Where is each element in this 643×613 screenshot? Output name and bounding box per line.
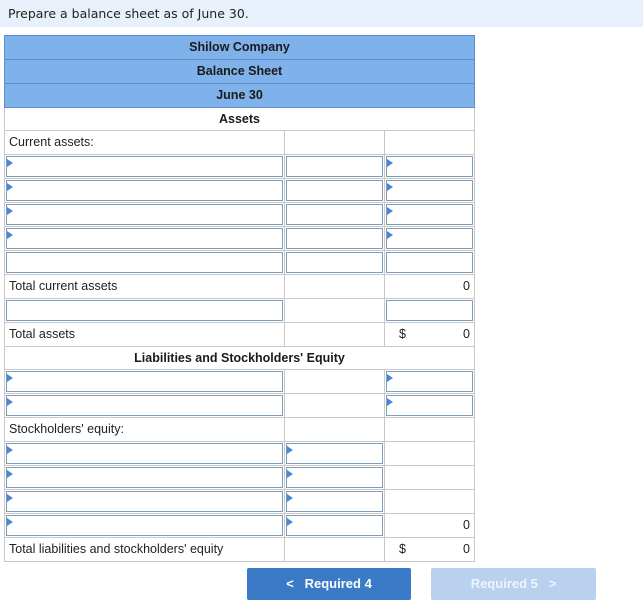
asset-account-input[interactable] <box>6 252 283 273</box>
asset-entry-row <box>4 227 475 251</box>
other-asset-amount-input[interactable] <box>386 300 473 321</box>
asset-total-select[interactable] <box>386 228 473 249</box>
asset-amount-input[interactable] <box>286 204 383 225</box>
total-liabilities-equity-value: 0 <box>463 542 470 556</box>
equity-entry-row <box>4 466 475 490</box>
asset-account-select[interactable] <box>6 204 283 225</box>
total-liabilities-equity-row <box>4 538 475 562</box>
next-required-button[interactable] <box>431 568 596 600</box>
total-liabilities-equity-label: Total liabilities and stockholders' equity <box>5 538 285 561</box>
liability-account-select[interactable] <box>6 395 283 416</box>
total-assets-row <box>4 323 475 347</box>
empty-cell <box>385 131 475 154</box>
liability-amount-select[interactable] <box>386 371 473 392</box>
assets-heading: Assets <box>4 108 475 131</box>
equity-amount-select[interactable] <box>286 515 383 536</box>
other-asset-row <box>4 299 475 323</box>
total-current-assets-value: 0 <box>385 275 475 298</box>
asset-total-input[interactable] <box>386 252 473 273</box>
liabilities-equity-heading: Liabilities and Stockholders' Equity <box>4 347 475 370</box>
equity-total-value: 0 <box>385 514 475 537</box>
company-name: Shilow Company <box>4 35 475 59</box>
liability-amount-select[interactable] <box>386 395 473 416</box>
asset-entry-row <box>4 155 475 179</box>
empty-cell <box>285 323 385 346</box>
liability-entry-row <box>4 394 475 418</box>
equity-account-select[interactable] <box>6 491 283 512</box>
equity-amount-select[interactable] <box>286 467 383 488</box>
asset-amount-input[interactable] <box>286 228 383 249</box>
empty-cell <box>385 490 475 513</box>
total-assets-value: 0 <box>463 327 470 341</box>
asset-entry-row <box>4 203 475 227</box>
empty-cell <box>285 275 385 298</box>
empty-cell <box>285 370 385 393</box>
asset-amount-input[interactable] <box>286 156 383 177</box>
stockholders-equity-row <box>4 418 475 442</box>
asset-account-select[interactable] <box>6 156 283 177</box>
equity-entry-row <box>4 514 475 538</box>
chevron-left-icon: < <box>286 576 294 591</box>
equity-account-select[interactable] <box>6 467 283 488</box>
balance-sheet <box>4 35 475 562</box>
total-liabilities-equity-cell <box>385 538 475 561</box>
asset-entry-row <box>4 251 475 275</box>
equity-entry-row <box>4 442 475 466</box>
asset-account-select[interactable] <box>6 180 283 201</box>
dollar-sign: $ <box>399 327 406 341</box>
current-assets-row <box>4 131 475 155</box>
liability-entry-row <box>4 370 475 394</box>
empty-cell <box>285 131 385 154</box>
asset-amount-input[interactable] <box>286 252 383 273</box>
equity-account-select[interactable] <box>6 443 283 464</box>
total-assets-label: Total assets <box>5 323 285 346</box>
liability-account-select[interactable] <box>6 371 283 392</box>
statement-title: Balance Sheet <box>4 59 475 83</box>
asset-total-select[interactable] <box>386 204 473 225</box>
total-current-assets-row <box>4 275 475 299</box>
asset-amount-input[interactable] <box>286 180 383 201</box>
empty-cell <box>385 442 475 465</box>
stockholders-equity-label: Stockholders' equity: <box>5 418 285 441</box>
asset-total-select[interactable] <box>386 156 473 177</box>
dollar-sign: $ <box>399 542 406 556</box>
statement-date: June 30 <box>4 83 475 108</box>
total-current-assets-label: Total current assets <box>5 275 285 298</box>
current-assets-label: Current assets: <box>5 131 285 154</box>
empty-cell <box>285 299 385 322</box>
equity-amount-select[interactable] <box>286 491 383 512</box>
total-assets-cell <box>385 323 475 346</box>
asset-account-select[interactable] <box>6 228 283 249</box>
asset-entry-row <box>4 179 475 203</box>
chevron-right-icon: > <box>548 576 557 591</box>
equity-account-select[interactable] <box>6 515 283 536</box>
equity-amount-select[interactable] <box>286 443 383 464</box>
equity-entry-row <box>4 490 475 514</box>
asset-total-select[interactable] <box>386 180 473 201</box>
instruction-banner <box>0 0 643 27</box>
prev-button-label: Required 4 <box>304 576 372 591</box>
instruction-text: Prepare a balance sheet as of June 30. <box>8 6 249 21</box>
empty-cell <box>285 538 385 561</box>
empty-cell <box>385 418 475 441</box>
next-button-label: Required 5 <box>470 576 538 591</box>
empty-cell <box>385 466 475 489</box>
empty-cell <box>285 418 385 441</box>
empty-cell <box>285 394 385 417</box>
prev-required-button[interactable] <box>247 568 411 600</box>
other-asset-account-input[interactable] <box>6 300 283 321</box>
